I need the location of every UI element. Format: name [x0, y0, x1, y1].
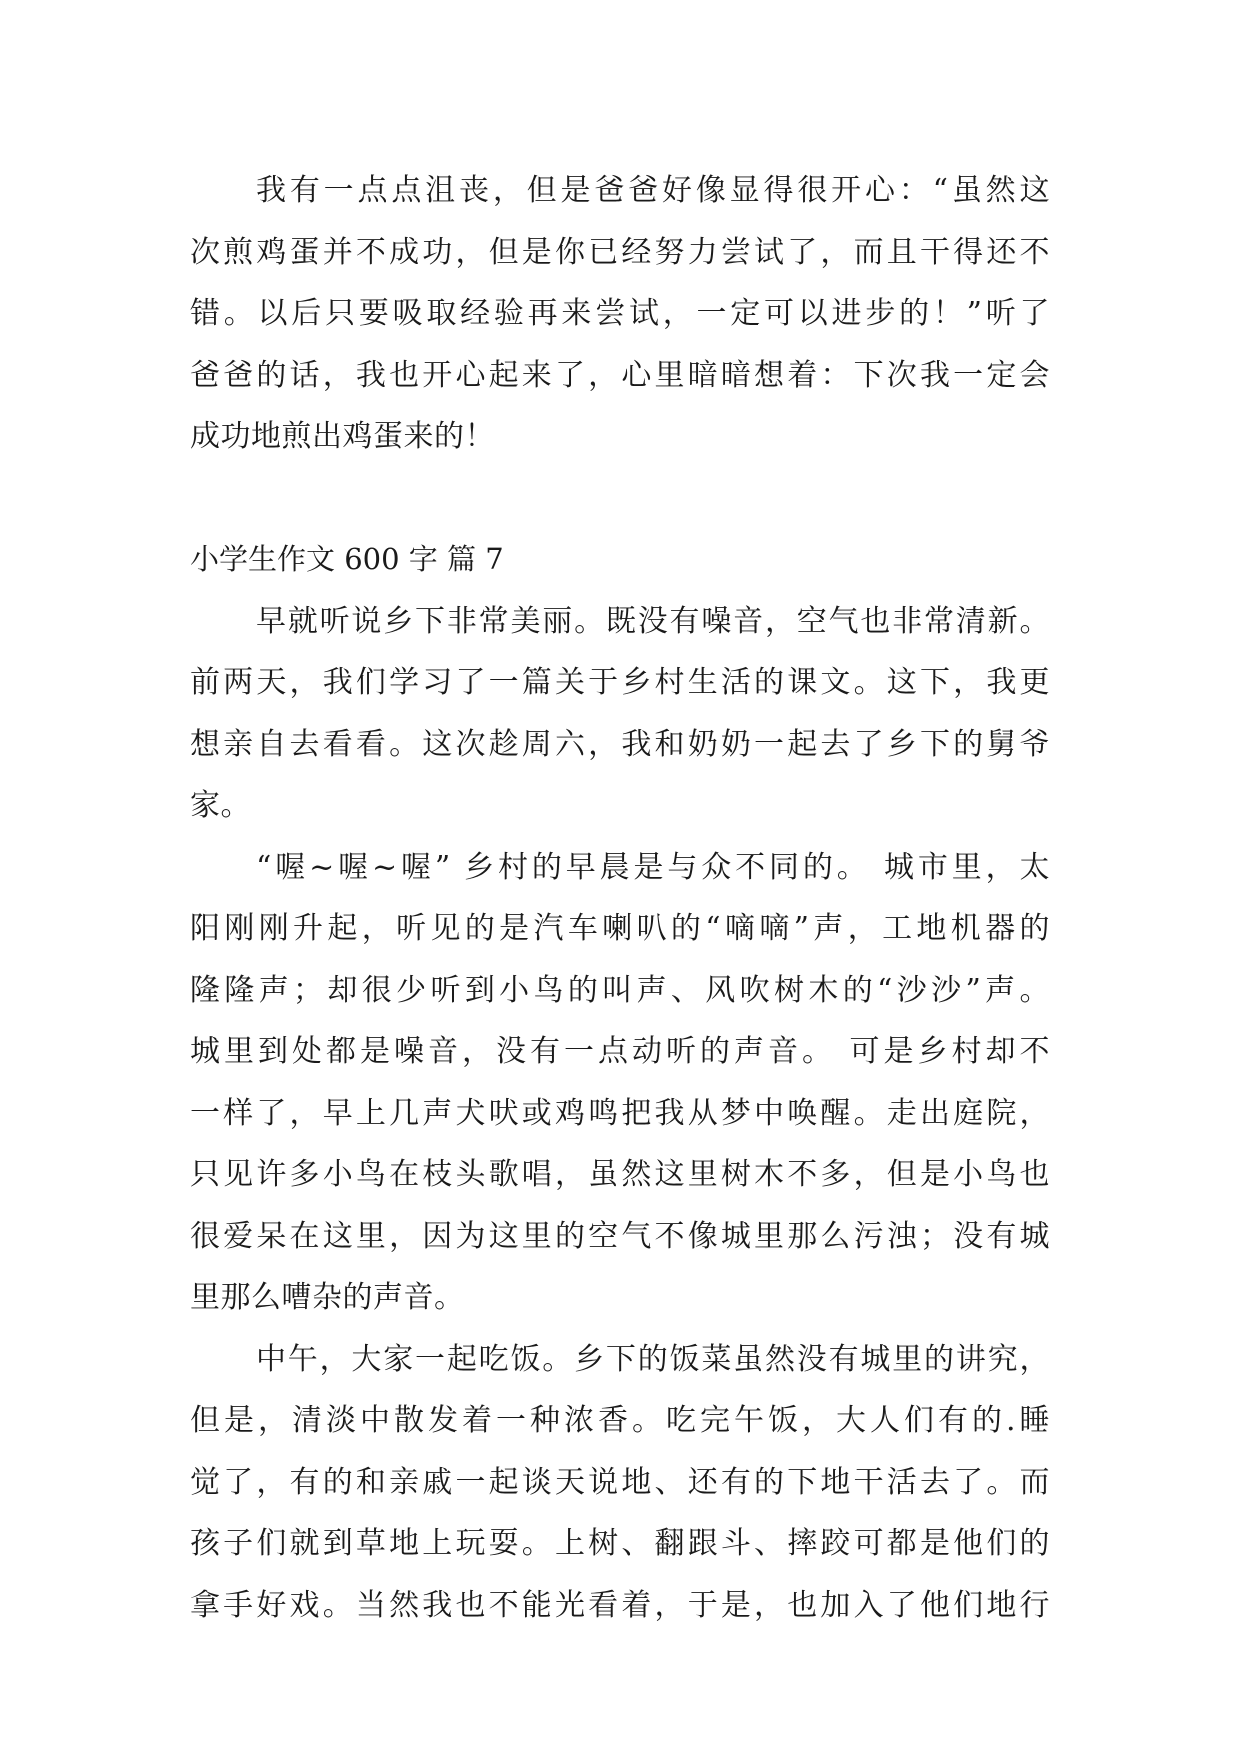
- paragraph-4-line-5: 拿手好戏。当然我也不能光看着，于是，也加入了他们地行: [190, 1587, 1050, 1623]
- paragraph-2-line-1: 早就听说乡下非常美丽。既没有噪音，空气也非常清新。: [256, 603, 1050, 639]
- paragraph-3-line-6: 只见许多小鸟在枝头歌唱，虽然这里树木不多，但是小鸟也: [190, 1157, 1050, 1192]
- paragraph-3-line-5: 一样了，早上几声犬吠或鸡鸣把我从梦中唤醒。走出庭院，: [190, 1095, 1050, 1131]
- paragraph-1-line-5: 成功地煎出鸡蛋来的！: [190, 419, 495, 454]
- paragraph-3-line-1: “喔~喔~喔” 乡村的早晨是与众不同的。 城市里，太: [256, 849, 1050, 885]
- section-heading: 小学生作文 600 字 篇 7: [190, 542, 504, 576]
- paragraph-4-line-1: 中午，大家一起吃饭。乡下的饭菜虽然没有城里的讲究，: [256, 1341, 1050, 1377]
- paragraph-2-line-2: 前两天，我们学习了一篇关于乡村生活的课文。这下，我更: [190, 665, 1050, 700]
- paragraph-1-line-3: 错。以后只要吸取经验再来尝试，一定可以进步的！”听了: [190, 296, 1050, 331]
- paragraph-4-line-4: 孩子们就到草地上玩耍。上树、翻跟斗、摔跤可都是他们的: [190, 1526, 1050, 1561]
- paragraph-3-line-3: 隆隆声；却很少听到小鸟的叫声、风吹树木的“沙沙”声。: [190, 972, 1050, 1008]
- essay-body: [190, 160, 1050, 1636]
- paragraph-4-line-3: 觉了，有的和亲戚一起谈天说地、还有的下地干活去了。而: [190, 1464, 1050, 1500]
- paragraph-3-line-2: 阳刚刚升起，听见的是汽车喇叭的“嘀嘀”声，工地机器的: [190, 911, 1050, 946]
- paragraph-3-line-8: 里那么嘈杂的声音。: [190, 1280, 465, 1315]
- paragraph-2-line-4: 家。: [190, 788, 251, 823]
- paragraph-3-line-7: 很爱呆在这里，因为这里的空气不像城里那么污浊；没有城: [190, 1218, 1050, 1254]
- paragraph-4-line-2: 但是，清淡中散发着一种浓香。吃完午饭，大人们有的.睡: [190, 1403, 1050, 1438]
- section-spacer: [190, 468, 1050, 530]
- paragraph-1-line-2: 次煎鸡蛋并不成功，但是你已经努力尝试了，而且干得还不: [190, 234, 1050, 270]
- paragraph-1-line-1: 我有一点点沮丧，但是爸爸好像显得很开心：“虽然这: [256, 173, 1050, 208]
- paragraph-3-line-4: 城里到处都是噪音，没有一点动听的声音。 可是乡村却不: [190, 1034, 1050, 1069]
- paragraph-2-line-3: 想亲自去看看。这次趁周六，我和奶奶一起去了乡下的舅爷: [190, 726, 1050, 762]
- paragraph-1-line-4: 爸爸的话，我也开心起来了，心里暗暗想着：下次我一定会: [190, 357, 1050, 393]
